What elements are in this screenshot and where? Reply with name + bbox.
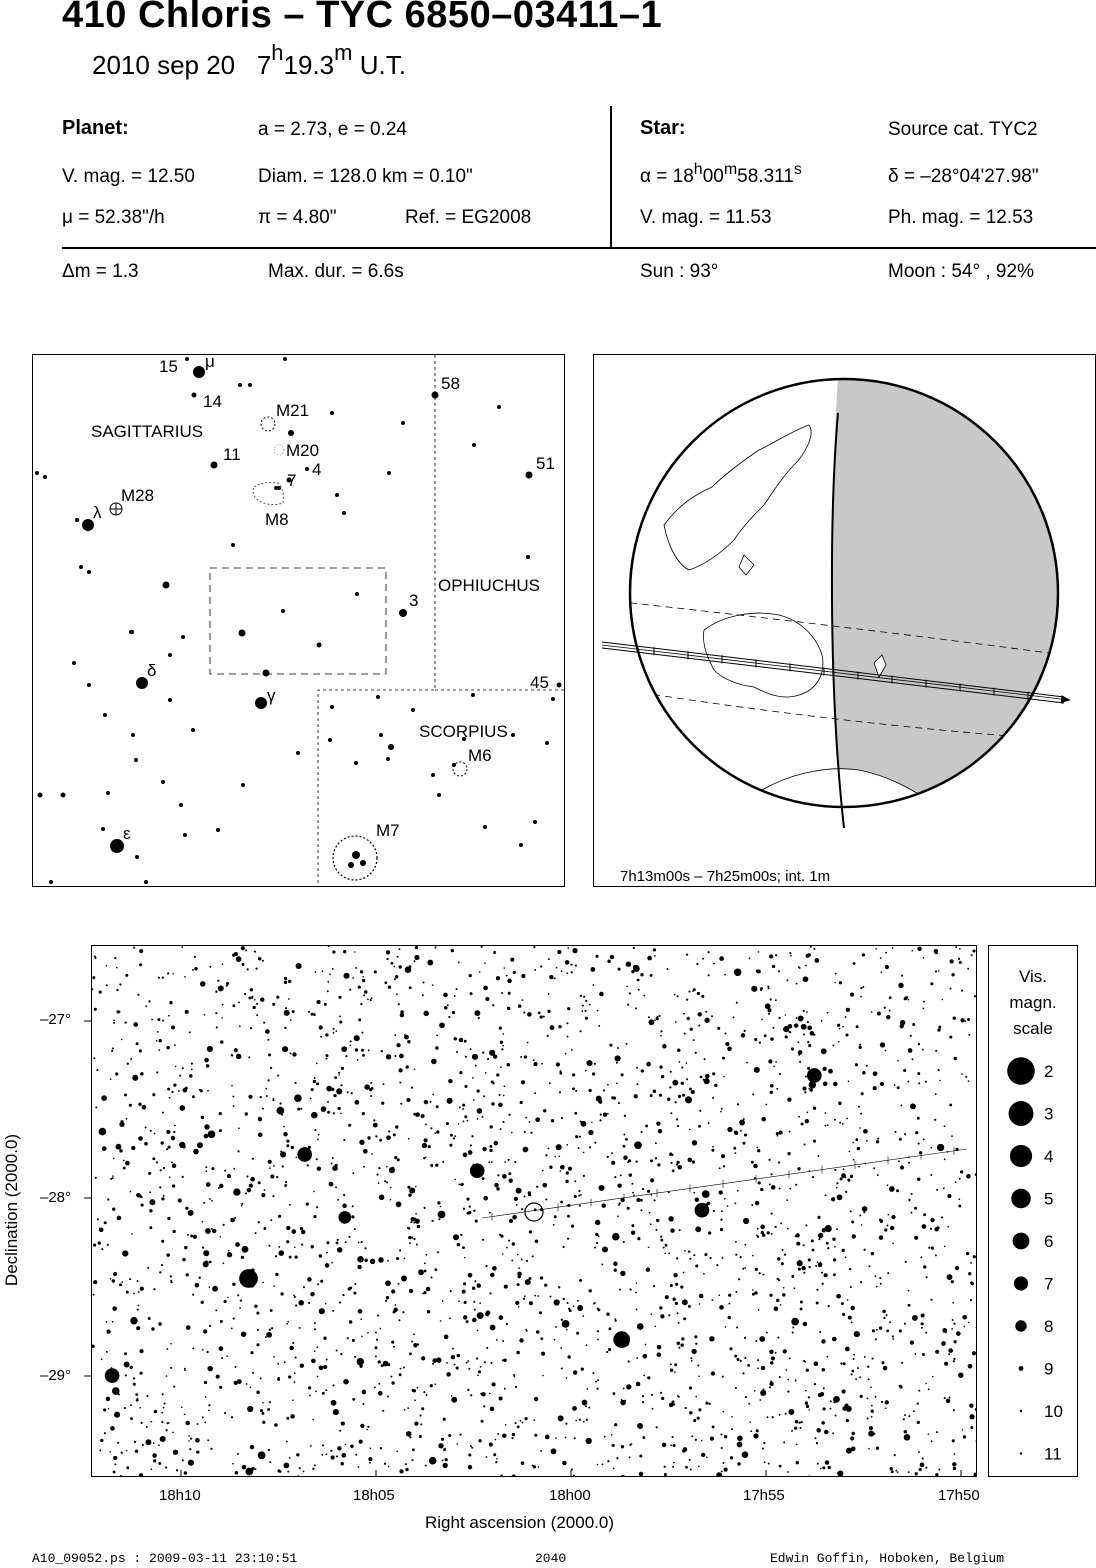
- finder-star: [238, 383, 242, 387]
- star-label-4: 4: [312, 460, 322, 479]
- finder-star: [263, 670, 270, 677]
- planet-heading: Planet:: [62, 117, 129, 139]
- cluster-label-m7: M7: [376, 821, 400, 840]
- finder-star: [342, 511, 346, 515]
- legend-mag-label: 11: [1044, 1444, 1062, 1464]
- header-divider-vertical: [610, 106, 612, 247]
- time-scale: U.T.: [359, 50, 406, 80]
- x-tick-18h10: 18h10: [159, 1487, 201, 1504]
- finder-star: [431, 773, 435, 777]
- finder-star: [379, 733, 383, 737]
- finder-star: [192, 393, 197, 398]
- field-of-view-box: [210, 568, 386, 674]
- star-ra: $\alpha = 18^h00^m58.311^s$: [640, 161, 802, 187]
- star-label-7: 7: [287, 471, 297, 490]
- earth-globe-svg: [594, 355, 1096, 887]
- finder-star: [388, 744, 394, 750]
- finder-star: [401, 421, 405, 425]
- planet-parallax: π = 4.80": [258, 207, 337, 228]
- planet-vmag: V. mag. = 12.50: [62, 166, 195, 187]
- finder-star: [183, 833, 187, 837]
- star-label-58: 58: [441, 374, 460, 393]
- star-label-gamma: γ: [267, 686, 276, 705]
- star-label-14: 14: [203, 392, 222, 411]
- finder-star: [281, 609, 285, 613]
- finder-star: [168, 653, 172, 657]
- finder-star: [335, 493, 339, 497]
- legend-mag-symbol: [1007, 1057, 1035, 1085]
- legend-mag-label: 9: [1044, 1359, 1054, 1379]
- finder-star: [110, 839, 124, 853]
- legend-mag-symbol: [1014, 1276, 1028, 1290]
- planet-ref: Ref. = EG2008: [405, 207, 532, 228]
- legend-mag-symbol: [1019, 1366, 1024, 1371]
- minutes-unit: m: [334, 40, 353, 65]
- finder-star: [163, 582, 170, 589]
- finder-star: [355, 592, 359, 596]
- finder-star: [241, 783, 245, 787]
- finder-star: [38, 793, 43, 798]
- finder-star: [411, 708, 415, 712]
- star-label-11: 11: [223, 445, 241, 464]
- legend-mag-symbol: [1020, 1410, 1022, 1412]
- finder-star: [330, 705, 334, 709]
- finder-star: [43, 475, 47, 479]
- sun-elongation: Sun : 93°: [640, 261, 719, 282]
- legend-mag-label: 6: [1044, 1232, 1054, 1251]
- constellation-sagittarius: SAGITTARIUS: [91, 422, 204, 441]
- finder-star: [497, 405, 501, 409]
- constellation-scorpius: SCORPIUS: [419, 722, 508, 741]
- cluster-label-m21: M21: [276, 401, 310, 420]
- y-tick-29: –29°: [40, 1367, 72, 1384]
- finder-star: [106, 791, 110, 795]
- magnitude-legend: [988, 945, 1078, 1477]
- finder-star: [317, 643, 322, 648]
- finder-star: [288, 430, 294, 436]
- star-label-lambda: λ: [93, 503, 102, 522]
- finder-star: [191, 728, 195, 732]
- star-phmag: Ph. mag. = 12.53: [888, 207, 1034, 228]
- legend-mag-label: 7: [1044, 1274, 1054, 1294]
- finder-star: [386, 757, 390, 761]
- cluster-label-m28: M28: [121, 486, 155, 505]
- star-label-15: 15: [159, 357, 178, 376]
- finder-star: [352, 851, 360, 859]
- finder-star: [129, 630, 133, 634]
- finder-star: [248, 383, 252, 387]
- star-source: Source cat. TYC2: [888, 119, 1038, 140]
- finder-star: [376, 695, 380, 699]
- finder-chart: [32, 354, 565, 887]
- legend-mag-label: 5: [1044, 1189, 1054, 1209]
- event-time-hours: 7: [256, 50, 272, 80]
- finder-star: [328, 738, 332, 742]
- finder-star: [354, 761, 358, 765]
- finder-star: [211, 462, 218, 469]
- footer-file: A10_09052.ps : 2009-03-11 23:10:51: [32, 1551, 298, 1566]
- star-dec: δ = –28°04'27.98": [888, 166, 1039, 187]
- finder-star: [526, 555, 530, 559]
- finder-star: [35, 471, 39, 475]
- x-tick-18h00: 18h00: [549, 1487, 591, 1504]
- planet-orbit: a = 2.73, e = 0.24: [258, 119, 407, 140]
- max-duration: Max. dur. = 6.6s: [268, 261, 404, 282]
- y-axis-label: Declination (2000.0): [2, 1133, 21, 1287]
- planet-diameter: Diam. = 128.0 km = 0.10": [258, 166, 473, 187]
- finder-star: [472, 443, 476, 447]
- finder-star: [348, 862, 354, 868]
- legend-mag-label: 4: [1044, 1147, 1054, 1166]
- finder-star: [193, 366, 205, 378]
- finder-star: [87, 683, 91, 687]
- finder-star: [185, 357, 189, 361]
- x-tick-17h50: 17h50: [938, 1487, 980, 1504]
- finder-star: [144, 880, 148, 884]
- finder-star: [330, 411, 334, 415]
- finder-star: [551, 697, 555, 701]
- finder-star: [131, 733, 135, 737]
- event-date: 2010 sep 20: [92, 50, 236, 80]
- finder-star: [519, 843, 523, 847]
- finder-star: [179, 803, 183, 807]
- finder-star: [387, 471, 391, 475]
- finder-star: [239, 630, 246, 637]
- finder-star: [471, 693, 475, 697]
- finder-star: [255, 697, 267, 709]
- event-title: 410 Chloris – TYC 6850–03411–1: [62, 0, 663, 36]
- finder-chart-svg: [33, 355, 565, 887]
- star-label-51: 51: [536, 454, 555, 473]
- finder-star: [134, 758, 138, 762]
- header-divider-horizontal: [62, 247, 1096, 249]
- finder-star: [79, 565, 83, 569]
- star-heading: Star:: [640, 117, 686, 139]
- finder-star: [296, 751, 300, 755]
- finder-star: [61, 793, 66, 798]
- legend-mag-label: 8: [1044, 1317, 1054, 1336]
- y-tick-28: –28°: [40, 1189, 72, 1206]
- star-label-epsilon: ε: [123, 824, 131, 843]
- finder-star: [75, 518, 79, 522]
- finder-star: [437, 793, 441, 797]
- cluster-label-m6: M6: [468, 746, 492, 765]
- detail-chart-axes: [0, 940, 1096, 1520]
- m8-nebula-symbol: [253, 483, 283, 505]
- legend-mag-symbol: [1009, 1101, 1034, 1126]
- globe-time-range: 7h13m00s – 7h25m00s; int. 1m: [620, 868, 831, 885]
- finder-star: [432, 392, 439, 399]
- star-vmag: V. mag. = 11.53: [640, 207, 772, 228]
- legend-mag-label: 2: [1044, 1062, 1054, 1081]
- legend-symbols: [989, 946, 1077, 1477]
- m20-nebula-symbol: [274, 445, 284, 455]
- earth-globe-panel: [593, 354, 1096, 887]
- finder-star: [557, 683, 562, 688]
- legend-mag-symbol: [1020, 1452, 1022, 1454]
- constellation-boundaries: [318, 355, 565, 887]
- star-label-45: 45: [530, 673, 549, 692]
- legend-mag-symbol: [1011, 1189, 1031, 1209]
- finder-star: [87, 570, 91, 574]
- finder-star: [274, 486, 278, 490]
- finder-star: [533, 820, 537, 824]
- legend-mag-label: 3: [1044, 1104, 1054, 1124]
- finder-star: [483, 825, 487, 829]
- finder-star: [161, 780, 165, 784]
- finder-star: [545, 741, 549, 745]
- x-tick-17h55: 17h55: [743, 1487, 785, 1504]
- legend-mag-symbol: [1010, 1145, 1032, 1167]
- night-side: [832, 375, 1064, 830]
- legend-mag-symbol: [1013, 1233, 1030, 1250]
- nebula-label-m8: M8: [265, 510, 289, 529]
- legend-mag-label: 10: [1044, 1402, 1063, 1421]
- footer-year: 2040: [535, 1551, 567, 1566]
- x-tick-18h05: 18h05: [353, 1487, 395, 1504]
- moon-info: Moon : 54° , 92%: [888, 261, 1034, 282]
- magnitude-drop: Δm = 1.3: [62, 261, 139, 282]
- footer-author: Edwin Goffin, Hoboken, Belgium: [770, 1551, 1005, 1566]
- finder-star: [101, 827, 105, 831]
- finder-star: [72, 661, 76, 665]
- finder-star: [216, 828, 220, 832]
- finder-star: [231, 543, 235, 547]
- finder-star: [135, 855, 139, 859]
- nebula-label-m20: M20: [286, 441, 320, 460]
- finder-star: [103, 713, 107, 717]
- event-time-minutes: 19.3: [283, 50, 335, 80]
- star-label-delta: δ: [147, 661, 157, 680]
- finder-star: [526, 472, 533, 479]
- x-axis-label: Right ascension (2000.0): [425, 1513, 615, 1532]
- star-label-3: 3: [409, 591, 419, 610]
- hours-unit: h: [271, 40, 284, 65]
- star-label-mu: μ: [205, 355, 215, 371]
- event-datetime: [92, 40, 406, 81]
- finder-star: [305, 467, 309, 471]
- finder-star: [399, 609, 407, 617]
- constellation-ophiuchus: OPHIUCHUS: [438, 576, 541, 595]
- finder-star: [168, 698, 172, 702]
- planet-motion: μ = 52.38"/h: [62, 207, 165, 228]
- finder-star: [511, 733, 515, 737]
- finder-star: [283, 357, 287, 361]
- m21-cluster-symbol: [261, 417, 275, 431]
- finder-star: [49, 880, 53, 884]
- legend-mag-symbol: [1015, 1320, 1026, 1331]
- y-tick-27: –27°: [40, 1011, 72, 1028]
- finder-star: [181, 635, 185, 639]
- legend-title: Vis. magn. scale: [1009, 967, 1057, 1038]
- finder-star: [360, 860, 366, 866]
